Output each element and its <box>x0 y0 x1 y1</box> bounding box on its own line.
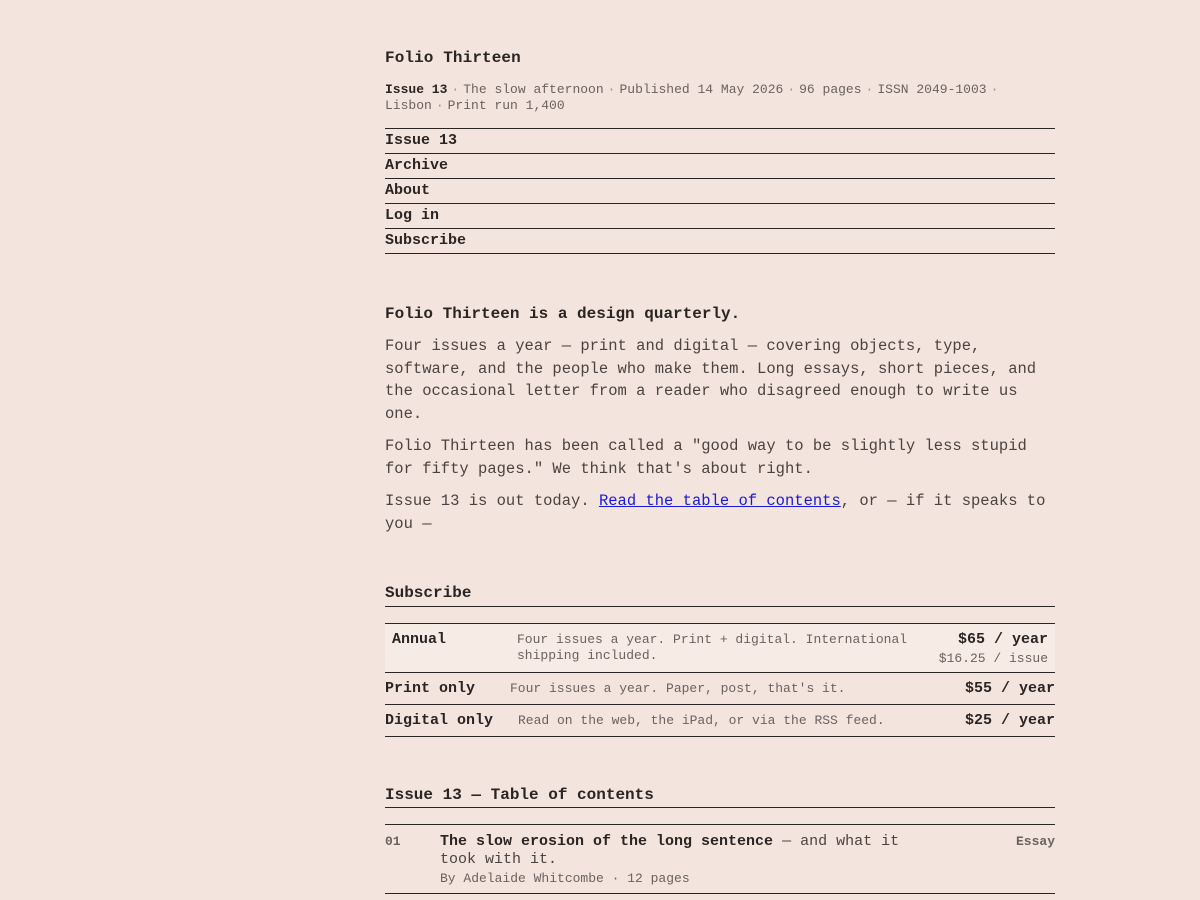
intro-paragraph-cta <box>385 490 1055 535</box>
meta-print-run: Print run 1,400 <box>447 97 565 113</box>
intro-paragraph: Four issues a year — print and digital — covering objects, type, software, and the people who make them. Long essays, short pieces, and the occasional letter from a reader who disagreed enough to write us one. <box>385 337 1037 423</box>
subscribe-heading: Subscribe <box>385 584 1055 607</box>
toc-byline: By Adelaide Whitcombe · 12 pages <box>440 871 690 886</box>
toc-article-title[interactable]: The slow erosion of the long sentence <box>440 833 774 850</box>
plan-list <box>385 623 1055 737</box>
toc-dek: — and what it took with it. <box>440 833 900 868</box>
plan-description: Four issues a year. Print + digital. International shipping included. <box>517 632 908 663</box>
meta-place: Lisbon <box>385 97 432 113</box>
plan-row-annual[interactable] <box>385 623 1055 672</box>
meta-separator: · <box>990 82 999 97</box>
nav-item-log-in[interactable]: Log in <box>385 203 1055 228</box>
plan-name: Digital only <box>385 712 494 729</box>
nav-item-subscribe[interactable]: Subscribe <box>385 228 1055 254</box>
toc-number: 01 <box>385 834 401 849</box>
meta-separator: · <box>451 82 460 97</box>
main-nav <box>385 128 1055 254</box>
plan-price: $25 / year <box>964 712 1055 729</box>
nav-item-about[interactable]: About <box>385 178 1055 203</box>
meta-issn: ISSN 2049-1003 <box>877 82 987 97</box>
meta-separator: · <box>787 82 796 97</box>
plan-description: Read on the web, the iPad, or via the RSS feed. <box>518 713 885 728</box>
intro-section <box>385 303 1055 545</box>
plan-row-digital-only[interactable] <box>385 704 1055 737</box>
nav-item-archive[interactable]: Archive <box>385 153 1055 178</box>
toc-entry[interactable] <box>385 824 1055 894</box>
toc-list <box>385 824 1055 894</box>
toc-heading: Issue 13 — Table of contents <box>385 786 1055 808</box>
site-title[interactable]: Folio Thirteen <box>385 49 521 67</box>
plan-name: Print only <box>385 680 476 697</box>
plan-price: $55 / year <box>964 680 1055 697</box>
cta-text-after: , or — if it speaks to you — <box>385 492 1046 533</box>
meta-issue: Issue 13 <box>385 82 448 97</box>
cta-text-before: Issue 13 is out today. <box>385 492 599 510</box>
toc-title <box>440 833 910 869</box>
meta-pages: 96 pages <box>799 82 862 97</box>
intro-paragraph: Folio Thirteen has been called a "good way to be slightly less stupid for fifty pages." We think that's about right. <box>385 437 1027 478</box>
plan-per-issue: $16.25 / issue <box>938 651 1048 666</box>
toc-link[interactable]: Read the table of contents <box>598 492 841 510</box>
intro-heading: Folio Thirteen is a design quarterly. <box>385 305 741 323</box>
meta-separator: · <box>435 97 444 113</box>
toc-kind-badge: Essay <box>1015 834 1055 849</box>
meta-separator: · <box>607 82 616 97</box>
meta-theme: The slow afternoon <box>463 82 604 97</box>
meta-separator: · <box>865 82 874 97</box>
meta-published: Published 14 May 2026 <box>619 82 784 97</box>
plan-price: $65 / year <box>957 631 1048 648</box>
nav-item-issue-13[interactable]: Issue 13 <box>385 128 1055 153</box>
plan-description: Four issues a year. Paper, post, that's it. <box>510 681 846 696</box>
issue-meta <box>385 82 1055 113</box>
plan-row-print-only[interactable] <box>385 672 1055 704</box>
plan-name: Annual <box>392 631 447 648</box>
